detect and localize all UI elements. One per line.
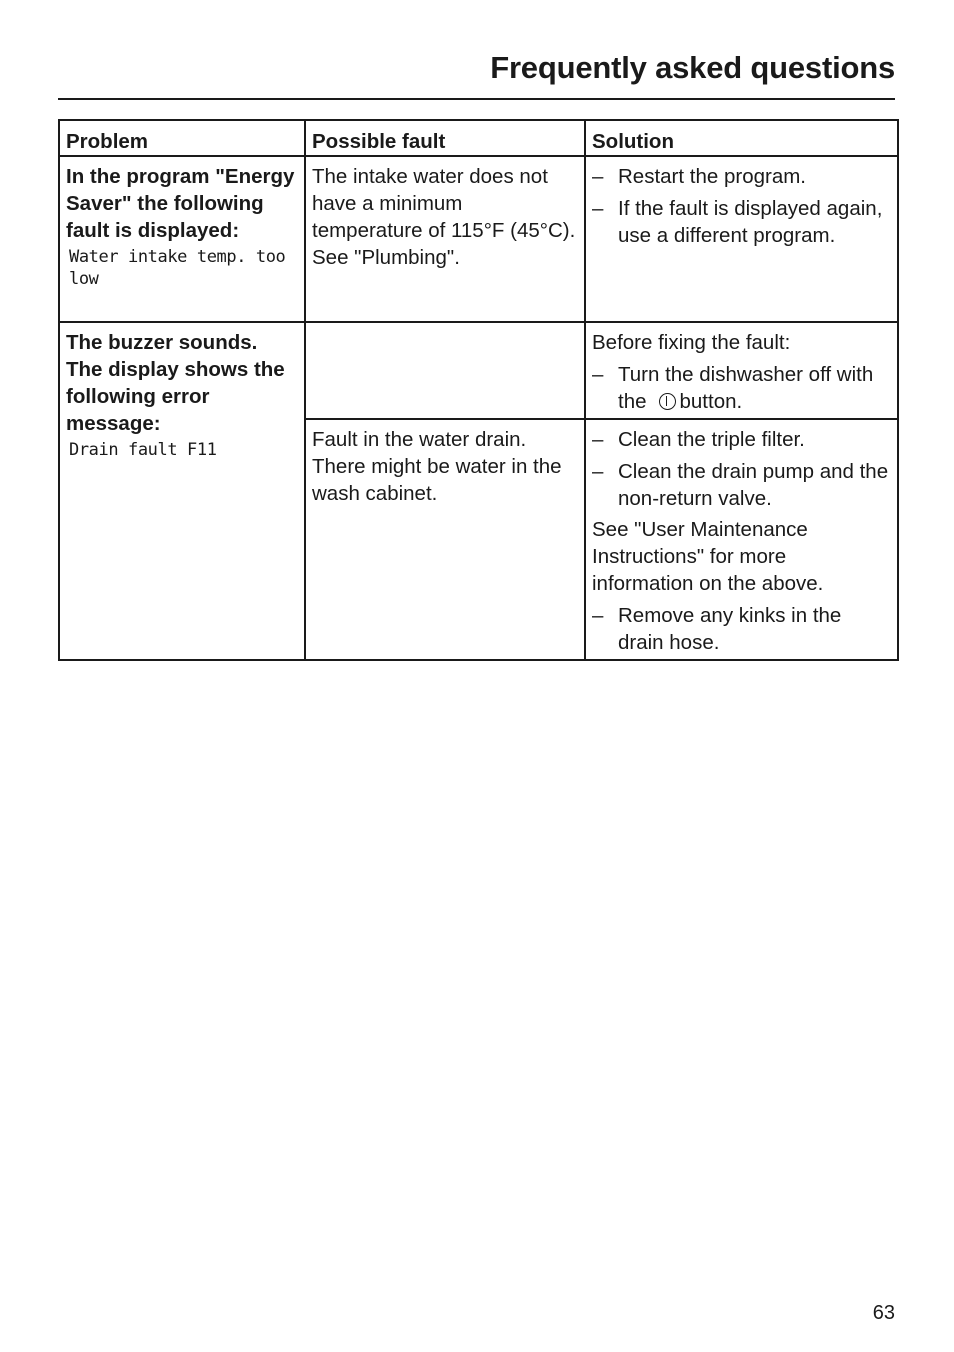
dash-mark: –	[592, 428, 604, 451]
column-header-problem: Problem	[59, 120, 305, 156]
solution-item	[592, 163, 891, 190]
dash-mark: –	[592, 604, 604, 627]
solution-item	[592, 195, 891, 249]
table-row	[59, 156, 898, 322]
solution-item	[592, 426, 891, 453]
solution-item	[592, 361, 891, 415]
solution-item	[592, 602, 891, 656]
solution-note: See "User Maintenance Instructions" for more information on the above.	[592, 518, 824, 595]
page-number: 63	[872, 1302, 895, 1324]
solution-intro: Before fixing the fault:	[592, 331, 791, 354]
dash-mark: –	[592, 363, 604, 386]
solution-item-text: Clean the drain pump and the non-return valve.	[618, 460, 889, 510]
page-title: Frequently asked questions	[490, 50, 895, 85]
fault-text: The intake water does not have a minimum temperature of 115°F (45°C). See "Plumbing".	[312, 165, 576, 269]
dash-mark: –	[592, 460, 604, 483]
problem-cell	[59, 322, 305, 660]
column-header-solution: Solution	[585, 120, 898, 156]
dash-mark: –	[592, 197, 604, 220]
fault-cell	[305, 419, 585, 660]
table-row	[59, 322, 898, 419]
display-message: Drain fault F11	[69, 440, 217, 460]
fault-cell	[305, 322, 585, 419]
problem-cell	[59, 156, 305, 322]
dash-mark: –	[592, 165, 604, 188]
solution-item-text: If the fault is displayed again, use a different program.	[618, 197, 883, 247]
title-divider	[58, 98, 895, 100]
solution-item	[592, 458, 891, 512]
solution-item-text: Turn the dishwasher off with the	[618, 363, 874, 413]
fault-cell	[305, 156, 585, 322]
power-button-icon	[659, 393, 676, 410]
solution-cell	[585, 322, 898, 419]
solution-item-text: Restart the program.	[618, 165, 806, 188]
solution-item-text: Clean the triple filter.	[618, 428, 805, 451]
problem-text: In the program "Energy Saver" the following fault is displayed:	[66, 165, 295, 242]
faq-table	[58, 119, 899, 661]
solution-cell	[585, 419, 898, 660]
column-header-possible-fault: Possible fault	[305, 120, 585, 156]
solution-item-text: Remove any kinks in the drain hose.	[618, 604, 842, 654]
display-message: Water intake temp. too low	[69, 247, 286, 289]
problem-text: The buzzer sounds. The display shows the following error message:	[66, 331, 285, 435]
solution-cell	[585, 156, 898, 322]
fault-text: Fault in the water drain. There might be water in the wash cabinet.	[312, 428, 562, 505]
solution-item-text-end: button.	[679, 390, 743, 413]
table-header-row	[59, 120, 898, 156]
